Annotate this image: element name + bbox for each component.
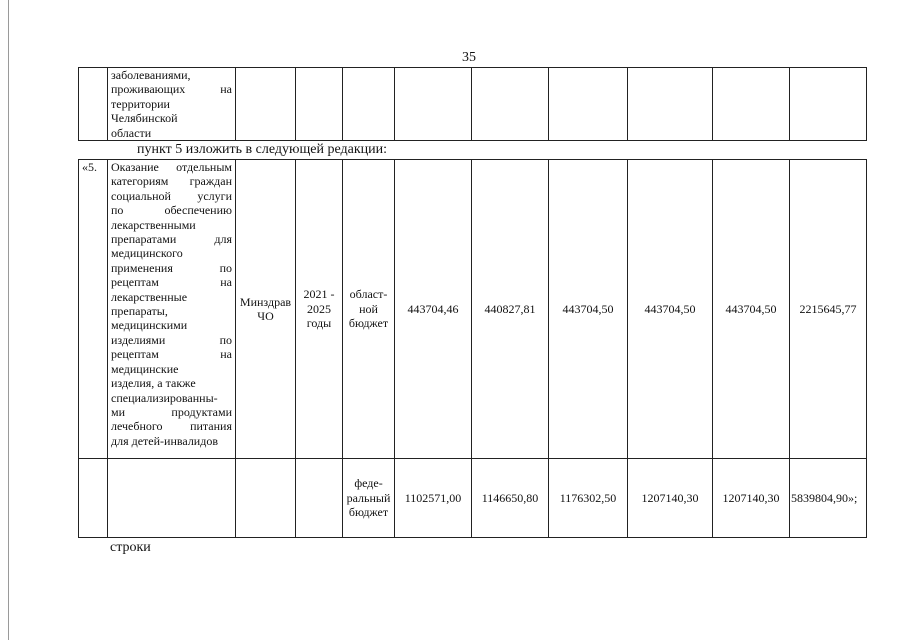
cell-executor: [236, 459, 296, 538]
cell-executor: Минздрав ЧО: [236, 160, 296, 459]
cell-value: 443704,50: [713, 160, 790, 459]
after-text: строки: [110, 540, 151, 555]
desc-line: по обеспечению: [111, 203, 232, 218]
desc-line: лечебного питания: [111, 419, 232, 434]
desc-line: Оказание отдельным: [111, 160, 232, 174]
desc-line: рецептам на: [111, 347, 232, 362]
cell-value: 1146650,80: [472, 459, 549, 538]
cell-executor: [236, 68, 296, 141]
cell-value: 1102571,00: [395, 459, 472, 538]
cell-value: 2215645,77: [790, 160, 867, 459]
scan-edge-line: [8, 0, 9, 640]
desc-line: медицинские: [111, 361, 179, 376]
desc-line: изделия, а также: [111, 376, 196, 391]
cell-value: 443704,50: [549, 160, 628, 459]
table-row: [79, 160, 867, 459]
cell-value: [549, 68, 628, 141]
cell-value: [395, 68, 472, 141]
cell-value: 1207140,30: [713, 459, 790, 538]
cell-value: 443704,50: [628, 160, 713, 459]
desc-line: медицинского: [111, 246, 183, 261]
desc-line: изделиями по: [111, 332, 232, 347]
desc-line: для детей-инвалидов: [111, 433, 218, 448]
cell-description: [108, 160, 236, 459]
cell-value: 440827,81: [472, 160, 549, 459]
cell-value: 443704,46: [395, 160, 472, 459]
cell-num: «5.: [79, 160, 108, 459]
cell-value: 1207140,30: [628, 459, 713, 538]
desc-line: медицинскими: [111, 318, 188, 333]
desc-line: рецептам на: [111, 275, 232, 290]
desc-line: применения по: [111, 260, 232, 275]
program-table: [78, 159, 867, 538]
desc-line: заболеваниями,: [111, 68, 191, 82]
cell-description: [108, 68, 236, 141]
cell-period: 2021 - 2025 годы: [296, 160, 343, 459]
desc-line: лекарственные: [111, 289, 188, 304]
cell-value: [628, 68, 713, 141]
desc-line: специализированны-: [111, 390, 218, 405]
cell-description: [108, 459, 236, 538]
desc-line: проживающих на: [111, 82, 232, 97]
desc-line: ми продуктами: [111, 404, 232, 419]
desc-line: территории: [111, 96, 170, 111]
cell-num: [79, 68, 108, 141]
cell-num: [79, 459, 108, 538]
cell-value: [472, 68, 549, 141]
cell-period: [296, 68, 343, 141]
desc-line: области: [111, 125, 152, 140]
cell-source: [343, 68, 395, 141]
page-number: 35: [462, 50, 476, 65]
cell-source: област-ной бюджет: [343, 160, 395, 459]
desc-line: препаратами для: [111, 232, 232, 247]
desc-line: препараты,: [111, 304, 168, 319]
desc-line: социальной услуги: [111, 188, 232, 203]
desc-line: лекарственными: [111, 217, 196, 232]
cell-value: 1176302,50: [549, 459, 628, 538]
cell-source: феде-ральный бюджет: [343, 459, 395, 538]
desc-line: Челябинской: [111, 111, 178, 126]
cell-value: [713, 68, 790, 141]
instruction-text: пункт 5 изложить в следующей редакции:: [137, 142, 387, 157]
cell-value: [790, 68, 867, 141]
cell-value: 5839804,90»;: [790, 459, 867, 538]
table-row: [79, 459, 867, 538]
cell-period: [296, 459, 343, 538]
continuation-table: [78, 67, 867, 141]
desc-line: категориям граждан: [111, 174, 232, 189]
